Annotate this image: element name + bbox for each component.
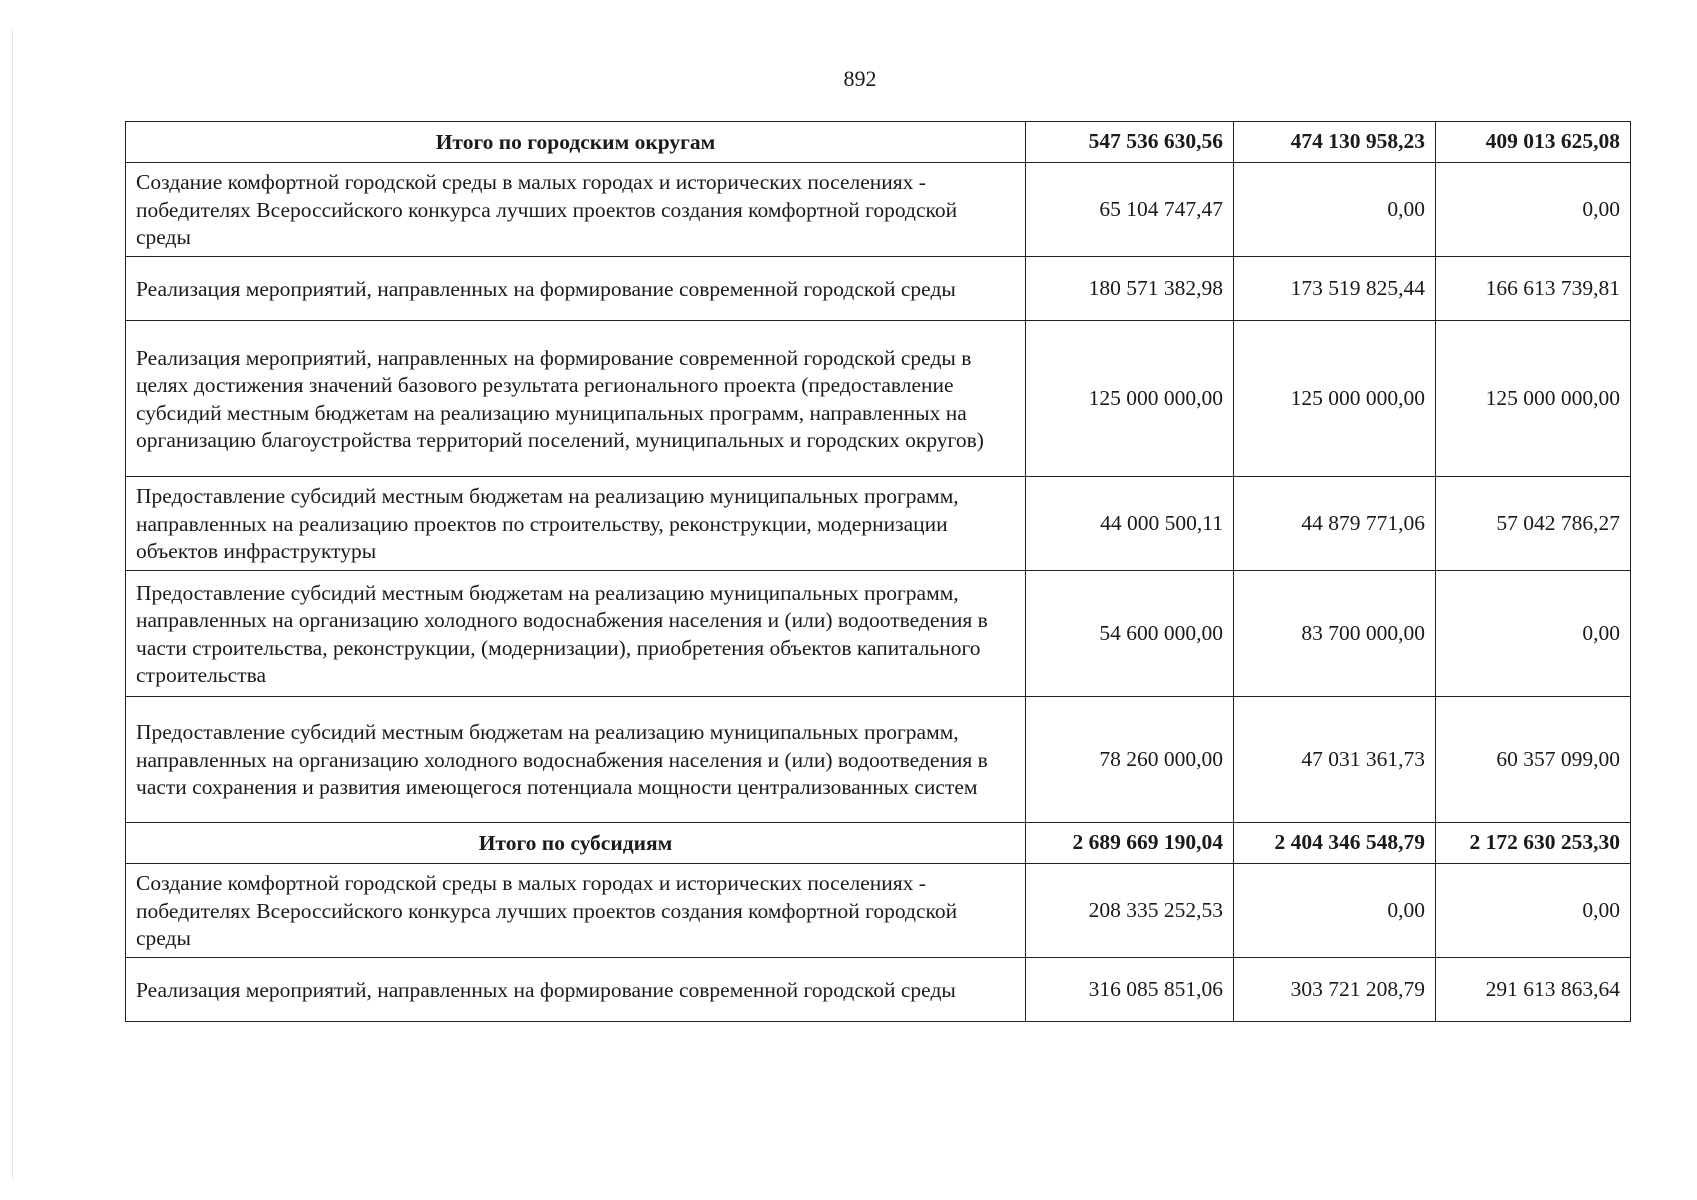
- row-label: Создание комфортной городской среды в малых городах и исторических поселениях - победителях Всероссийского конкурса лучших проектов создания комфортной городской среды: [126, 864, 1026, 958]
- value-year-3: 57 042 786,27: [1436, 477, 1631, 571]
- value-year-1: 547 536 630,56: [1026, 122, 1234, 163]
- value-year-3: 0,00: [1436, 571, 1631, 697]
- total-row-city-districts: [126, 122, 1631, 163]
- table-row: [126, 477, 1631, 571]
- value-year-1: 44 000 500,11: [1026, 477, 1234, 571]
- value-year-2: 125 000 000,00: [1234, 321, 1436, 477]
- value-year-2: 2 404 346 548,79: [1234, 823, 1436, 864]
- row-label: Реализация мероприятий, направленных на формирование современной городской среды: [126, 958, 1026, 1022]
- value-year-2: 173 519 825,44: [1234, 257, 1436, 321]
- table-row: [126, 571, 1631, 697]
- value-year-2: 303 721 208,79: [1234, 958, 1436, 1022]
- value-year-3: 125 000 000,00: [1436, 321, 1631, 477]
- value-year-3: 60 357 099,00: [1436, 697, 1631, 823]
- value-year-2: 47 031 361,73: [1234, 697, 1436, 823]
- value-year-2: 474 130 958,23: [1234, 122, 1436, 163]
- value-year-1: 65 104 747,47: [1026, 163, 1234, 257]
- value-year-1: 208 335 252,53: [1026, 864, 1234, 958]
- value-year-3: 166 613 739,81: [1436, 257, 1631, 321]
- row-label: Итого по городским округам: [126, 122, 1026, 163]
- row-label: Предоставление субсидий местным бюджетам на реализацию муниципальных программ, направленных на организацию холодного водоснабжения населения и (или) водоотведения в части сохранения и развития имеющегося потенциала мощности централизованных систем: [126, 697, 1026, 823]
- value-year-3: 0,00: [1436, 163, 1631, 257]
- table-row: [126, 321, 1631, 477]
- value-year-1: 180 571 382,98: [1026, 257, 1234, 321]
- row-label: Предоставление субсидий местным бюджетам на реализацию муниципальных программ, направленных на организацию холодного водоснабжения населения и (или) водоотведения в части строительства, реконструкции, (модернизации), приобретения объектов капитального строительства: [126, 571, 1026, 697]
- value-year-1: 125 000 000,00: [1026, 321, 1234, 477]
- scan-edge-line: [12, 30, 13, 1180]
- value-year-1: 2 689 669 190,04: [1026, 823, 1234, 864]
- value-year-1: 54 600 000,00: [1026, 571, 1234, 697]
- row-label: Создание комфортной городской среды в малых городах и исторических поселениях - победителях Всероссийского конкурса лучших проектов создания комфортной городской среды: [126, 163, 1026, 257]
- value-year-2: 0,00: [1234, 163, 1436, 257]
- row-label: Реализация мероприятий, направленных на формирование современной городской среды: [126, 257, 1026, 321]
- table-row: [126, 163, 1631, 257]
- value-year-3: 291 613 863,64: [1436, 958, 1631, 1022]
- table-row: [126, 697, 1631, 823]
- value-year-3: 0,00: [1436, 864, 1631, 958]
- table-row: [126, 257, 1631, 321]
- row-label: Предоставление субсидий местным бюджетам на реализацию муниципальных программ, направленных на реализацию проектов по строительству, реконструкции, модернизации объектов инфраструктуры: [126, 477, 1026, 571]
- value-year-3: 2 172 630 253,30: [1436, 823, 1631, 864]
- subsidy-table: [125, 121, 1631, 1022]
- table-row: [126, 864, 1631, 958]
- row-label: Реализация мероприятий, направленных на формирование современной городской среды в целях достижения значений базового результата регионального проекта (предоставление субсидий местным бюджетам на реализацию муниципальных программ, направленных на организацию благоустройства территорий поселений, муниципальных и городских округов): [126, 321, 1026, 477]
- total-row-subsidies: [126, 823, 1631, 864]
- value-year-2: 44 879 771,06: [1234, 477, 1436, 571]
- page-number: 892: [843, 66, 877, 91]
- value-year-2: 0,00: [1234, 864, 1436, 958]
- table-row: [126, 958, 1631, 1022]
- value-year-1: 316 085 851,06: [1026, 958, 1234, 1022]
- value-year-3: 409 013 625,08: [1436, 122, 1631, 163]
- value-year-2: 83 700 000,00: [1234, 571, 1436, 697]
- value-year-1: 78 260 000,00: [1026, 697, 1234, 823]
- row-label: Итого по субсидиям: [126, 823, 1026, 864]
